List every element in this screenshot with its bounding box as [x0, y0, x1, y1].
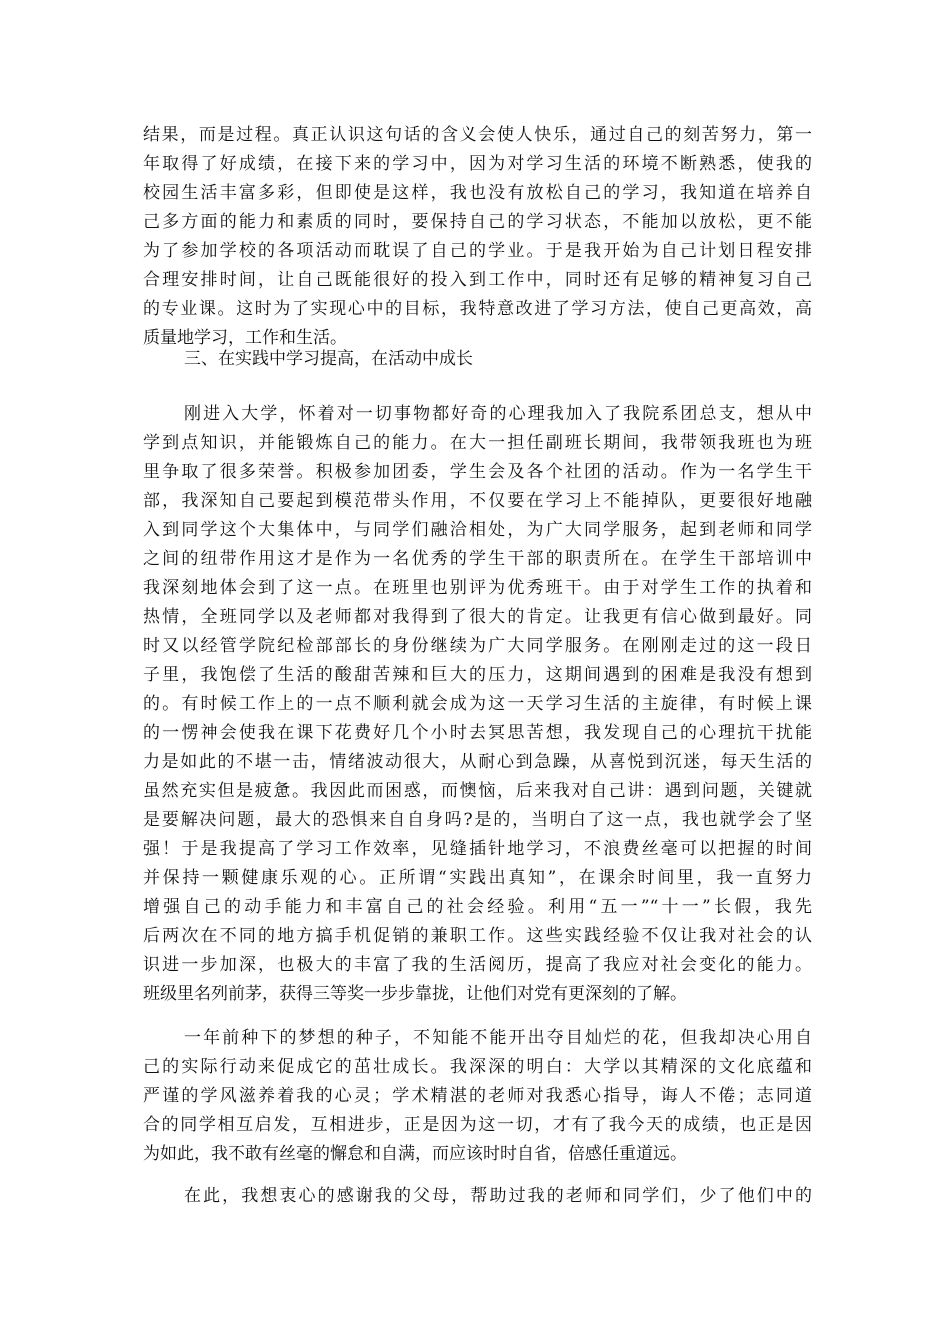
- text-line: 识进一步加深，也极大的丰富了我的生活阅历，提高了我应对社会变化的能力。: [143, 955, 812, 975]
- text-line: 在此，我想衷心的感谢我的父母，帮助过我的老师和同学们，少了他们中的: [184, 1186, 812, 1206]
- text-line: 部，我深知自己要起到模范带头作用，不仅要在学习上不能掉队，更要很好地融: [143, 491, 812, 511]
- paragraph-study-progress: [143, 121, 812, 353]
- paragraph-thanks: [143, 1182, 812, 1211]
- text-line: 为了参加学校的各项活动而耽误了自己的学业。于是我开始为自己计划日程安排: [143, 241, 812, 261]
- text-line: 增强自己的动手能力和丰富自己的社会经验。利用“五一”“十一”长假，我先: [143, 897, 812, 917]
- text-line: 校园生活丰富多彩，但即使是这样，我也没有放松自己的学习，我知道在培养自: [143, 183, 812, 203]
- section-heading: [143, 345, 812, 374]
- text-line: 合理安排时间，让自己既能很好的投入到工作中，同时还有足够的精神复习自己: [143, 270, 812, 290]
- text-line: 热情，全班同学以及老师都对我得到了很大的肯定。让我更有信心做到最好。同: [143, 607, 812, 627]
- text-line: 学到点知识，并能锻炼自己的能力。在大一担任副班长期间，我带领我班也为班: [143, 433, 812, 453]
- text-line: 己多方面的能力和素质的同时，要保持自己的学习状态，不能加以放松，更不能: [143, 212, 812, 232]
- text-line: 并保持一颗健康乐观的心。正所谓“实践出真知”，在课余时间里，我一直努力: [143, 868, 812, 888]
- text-line: 之间的纽带作用这才是作为一名优秀的学生干部的职责所在。在学生干部培训中: [143, 549, 812, 569]
- text-line: 结果，而是过程。真正认识这句话的含义会使人快乐，通过自己的刻苦努力，第一: [143, 125, 812, 145]
- text-line: 后两次在不同的地方搞手机促销的兼职工作。这些实践经验不仅让我对社会的认: [143, 926, 812, 946]
- text-line: 合的同学相互启发，互相进步，正是因为这一切，才有了我今天的成绩，也正是因: [143, 1115, 812, 1135]
- text-line: 刚进入大学，怀着对一切事物都好奇的心理我加入了我院系团总支，想从中: [184, 404, 812, 424]
- text-line: 己的实际行动来促成它的茁壮成长。我深深的明白：大学以其精深的文化底蕴和: [143, 1057, 812, 1077]
- text-line: 我深刻地体会到了这一点。在班里也别评为优秀班干。由于对学生工作的执着和: [143, 578, 812, 598]
- text-line: 入到同学这个大集体中，与同学们融洽相处，为广大同学服务，起到老师和同学: [143, 520, 812, 540]
- text-line: 班级里名列前茅，获得三等奖一步步靠拢，让他们对党有更深刻的了解。: [143, 984, 687, 1004]
- text-line: 虽然充实但是疲惫。我因此而困惑，而懊恼，后来我对自己讲：遇到问题，关键就: [143, 781, 812, 801]
- text-line: 为如此，我不敢有丝毫的懈怠和自满，而应该时时自省，倍感任重道远。: [143, 1144, 687, 1164]
- text-line: 严谨的学风滋养着我的心灵；学术精湛的老师对我悉心指导，诲人不倦；志同道: [143, 1086, 812, 1106]
- text-line: 力是如此的不堪一击，情绪波动很大，从耐心到急躁，从喜悦到沉迷，每天生活的: [143, 752, 812, 772]
- text-line: 时又以经管学院纪检部部长的身份继续为广大同学服务。在刚刚走过的这一段日: [143, 636, 812, 656]
- section-heading-text: 三、在实践中学习提高，在活动中成长: [184, 349, 473, 369]
- text-line: 的。有时候工作上的一点不顺利就会成为这一天学习生活的主旋律，有时候上课: [143, 694, 812, 714]
- paragraph-reflection: [143, 1024, 812, 1169]
- text-line: 一年前种下的梦想的种子，不知能不能开出夺目灿烂的花，但我却决心用自: [184, 1028, 812, 1048]
- text-line: 年取得了好成绩，在接下来的学习中，因为对学习生活的环境不断熟悉，使我的: [143, 154, 812, 174]
- text-line: 是要解决问题，最大的恐惧来自自身吗?是的，当明白了这一点，我也就学会了坚: [143, 810, 812, 830]
- text-line: 强！于是我提高了学习工作效率，见缝插针地学习，不浪费丝毫可以把握的时间: [143, 839, 812, 859]
- text-line: 里争取了很多荣誉。积极参加团委，学生会及各个社团的活动。作为一名学生干: [143, 462, 812, 482]
- text-line: 质量地学习，工作和生活。: [143, 328, 347, 348]
- paragraph-practice: [143, 400, 812, 1009]
- text-line: 的一愣神会使我在课下花费好几个小时去冥思苦想，我发现自己的心理抗干扰能: [143, 723, 812, 743]
- text-line: 的专业课。这时为了实现心中的目标，我特意改进了学习方法，使自己更高效，高: [143, 299, 812, 319]
- text-line: 子里，我饱偿了生活的酸甜苦辣和巨大的压力，这期间遇到的困难是我没有想到: [143, 665, 812, 685]
